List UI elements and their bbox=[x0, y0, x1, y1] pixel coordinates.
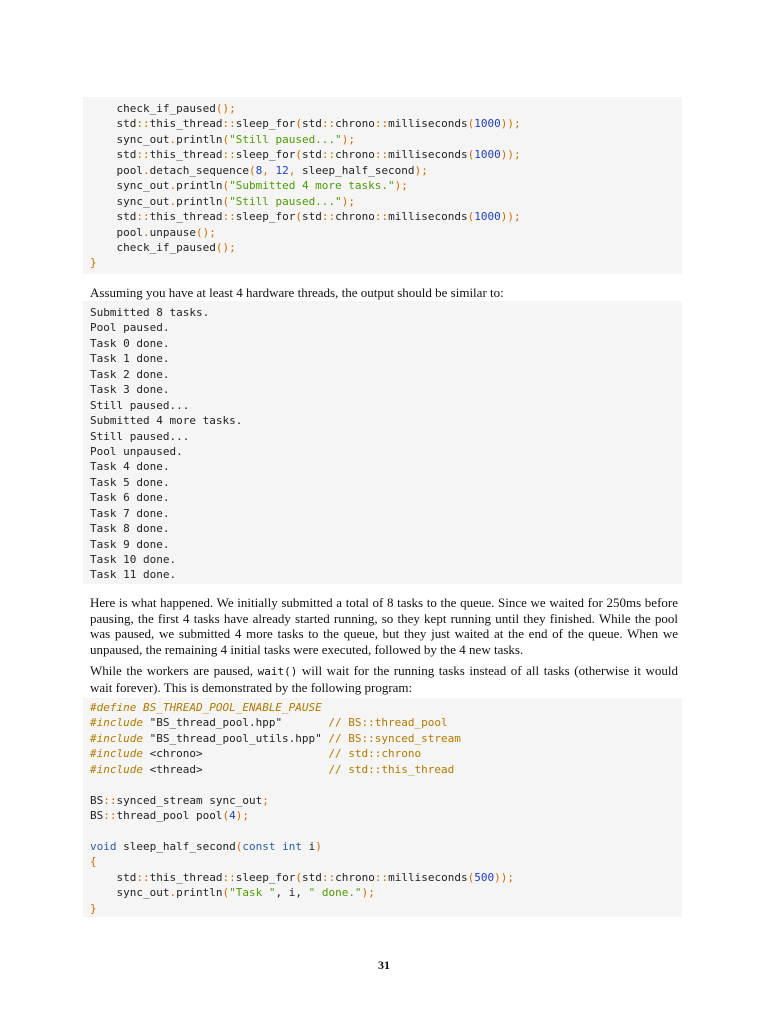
inline-code-wait: wait() bbox=[257, 665, 298, 678]
output-line: Still paused... bbox=[90, 429, 190, 443]
output-line: Task 1 done. bbox=[90, 352, 170, 366]
code-block-1-line: sync_out.println("Still paused..."); bbox=[116, 194, 355, 208]
output-line: Task 11 done. bbox=[90, 568, 177, 582]
code-block-1-line: pool.detach_sequence(8, 12, sleep_half_second); bbox=[116, 163, 428, 177]
code-block-2-line: #include "BS_thread_pool_utils.hpp" // BS::synced_stream bbox=[90, 731, 461, 745]
output-line: Task 4 done. bbox=[90, 460, 170, 474]
code-block-2-line: { bbox=[90, 855, 97, 869]
output-line: Task 6 done. bbox=[90, 491, 170, 505]
code-block-1-line: std::this_thread::sleep_for(std::chrono::milliseconds(1000)); bbox=[116, 210, 521, 224]
output-line: Task 2 done. bbox=[90, 367, 170, 381]
paragraph-explanation: Here is what happened. We initially submitted a total of 8 tasks to the queue. Since we waited for 250ms before pausing, the first 4 tasks have already started running, so they kept running until they finished. While the pool was paused, we submitted 4 more tasks to the queue, but they just waited at the end of the queue. When we unpaused, the remaining 4 initial tasks were executed, followed by the 4 new tasks. bbox=[90, 595, 678, 657]
code-block-2-line: BS::thread_pool pool(4); bbox=[90, 809, 249, 823]
code-block-2-line: #include <chrono> // std::chrono bbox=[90, 747, 422, 761]
output-line: Task 7 done. bbox=[90, 506, 170, 520]
code-block-1-line: sync_out.println("Submitted 4 more tasks."); bbox=[116, 179, 408, 193]
output-line: Task 3 done. bbox=[90, 383, 170, 397]
code-block-2-line: #include <thread> // std::this_thread bbox=[90, 762, 455, 776]
paragraph-wait-intro: While the workers are paused, wait() will wait for the running tasks instead of all tasks (otherwise it would wait forever). This is demonstrated by the following program: bbox=[90, 663, 678, 695]
output-line: Submitted 8 tasks. bbox=[90, 306, 210, 319]
code-block-1-line: pool.unpause(); bbox=[116, 225, 216, 239]
code-block-2-line: #include "BS_thread_pool.hpp" // BS::thread_pool bbox=[90, 716, 448, 730]
output-line: Pool unpaused. bbox=[90, 444, 183, 458]
code-block-2-line: } bbox=[90, 901, 97, 915]
page-number: 31 bbox=[378, 958, 390, 972]
code-block-2-line: #define BS_THREAD_POOL_ENABLE_PAUSE bbox=[90, 701, 322, 714]
output-line: Task 8 done. bbox=[90, 522, 170, 536]
code-block-1-line: sync_out.println("Still paused..."); bbox=[116, 132, 355, 146]
code-block-2-line: BS::synced_stream sync_out; bbox=[90, 793, 269, 807]
code-block-2-line bbox=[90, 824, 682, 839]
output-block bbox=[83, 301, 682, 584]
code-block-2-line: sync_out.println("Task ", i, " done."); bbox=[116, 886, 375, 900]
code-block-2-line: void sleep_half_second(const int i) bbox=[90, 839, 322, 853]
code-block-1-line: std::this_thread::sleep_for(std::chrono::milliseconds(1000)); bbox=[116, 148, 521, 162]
paragraph-output-intro: Assuming you have at least 4 hardware threads, the output should be similar to: bbox=[90, 285, 504, 300]
code-block-1-line: check_if_paused(); bbox=[116, 102, 236, 115]
code-block-1 bbox=[83, 97, 682, 274]
output-line: Task 0 done. bbox=[90, 336, 170, 350]
output-line: Task 10 done. bbox=[90, 553, 177, 566]
code-block-1-line: } bbox=[90, 256, 97, 270]
output-line: Pool paused. bbox=[90, 321, 170, 335]
code-block-2-line bbox=[90, 777, 682, 792]
output-line: Submitted 4 more tasks. bbox=[90, 414, 243, 428]
code-block-2-line: std::this_thread::sleep_for(std::chrono::milliseconds(500)); bbox=[116, 870, 514, 884]
code-block-1-line: std::this_thread::sleep_for(std::chrono::milliseconds(1000)); bbox=[116, 117, 521, 131]
output-line: Task 9 done. bbox=[90, 537, 170, 551]
output-line: Task 5 done. bbox=[90, 475, 170, 489]
output-line: Still paused... bbox=[90, 398, 190, 412]
code-block-2 bbox=[83, 698, 682, 917]
code-block-1-line: check_if_paused(); bbox=[116, 240, 236, 254]
